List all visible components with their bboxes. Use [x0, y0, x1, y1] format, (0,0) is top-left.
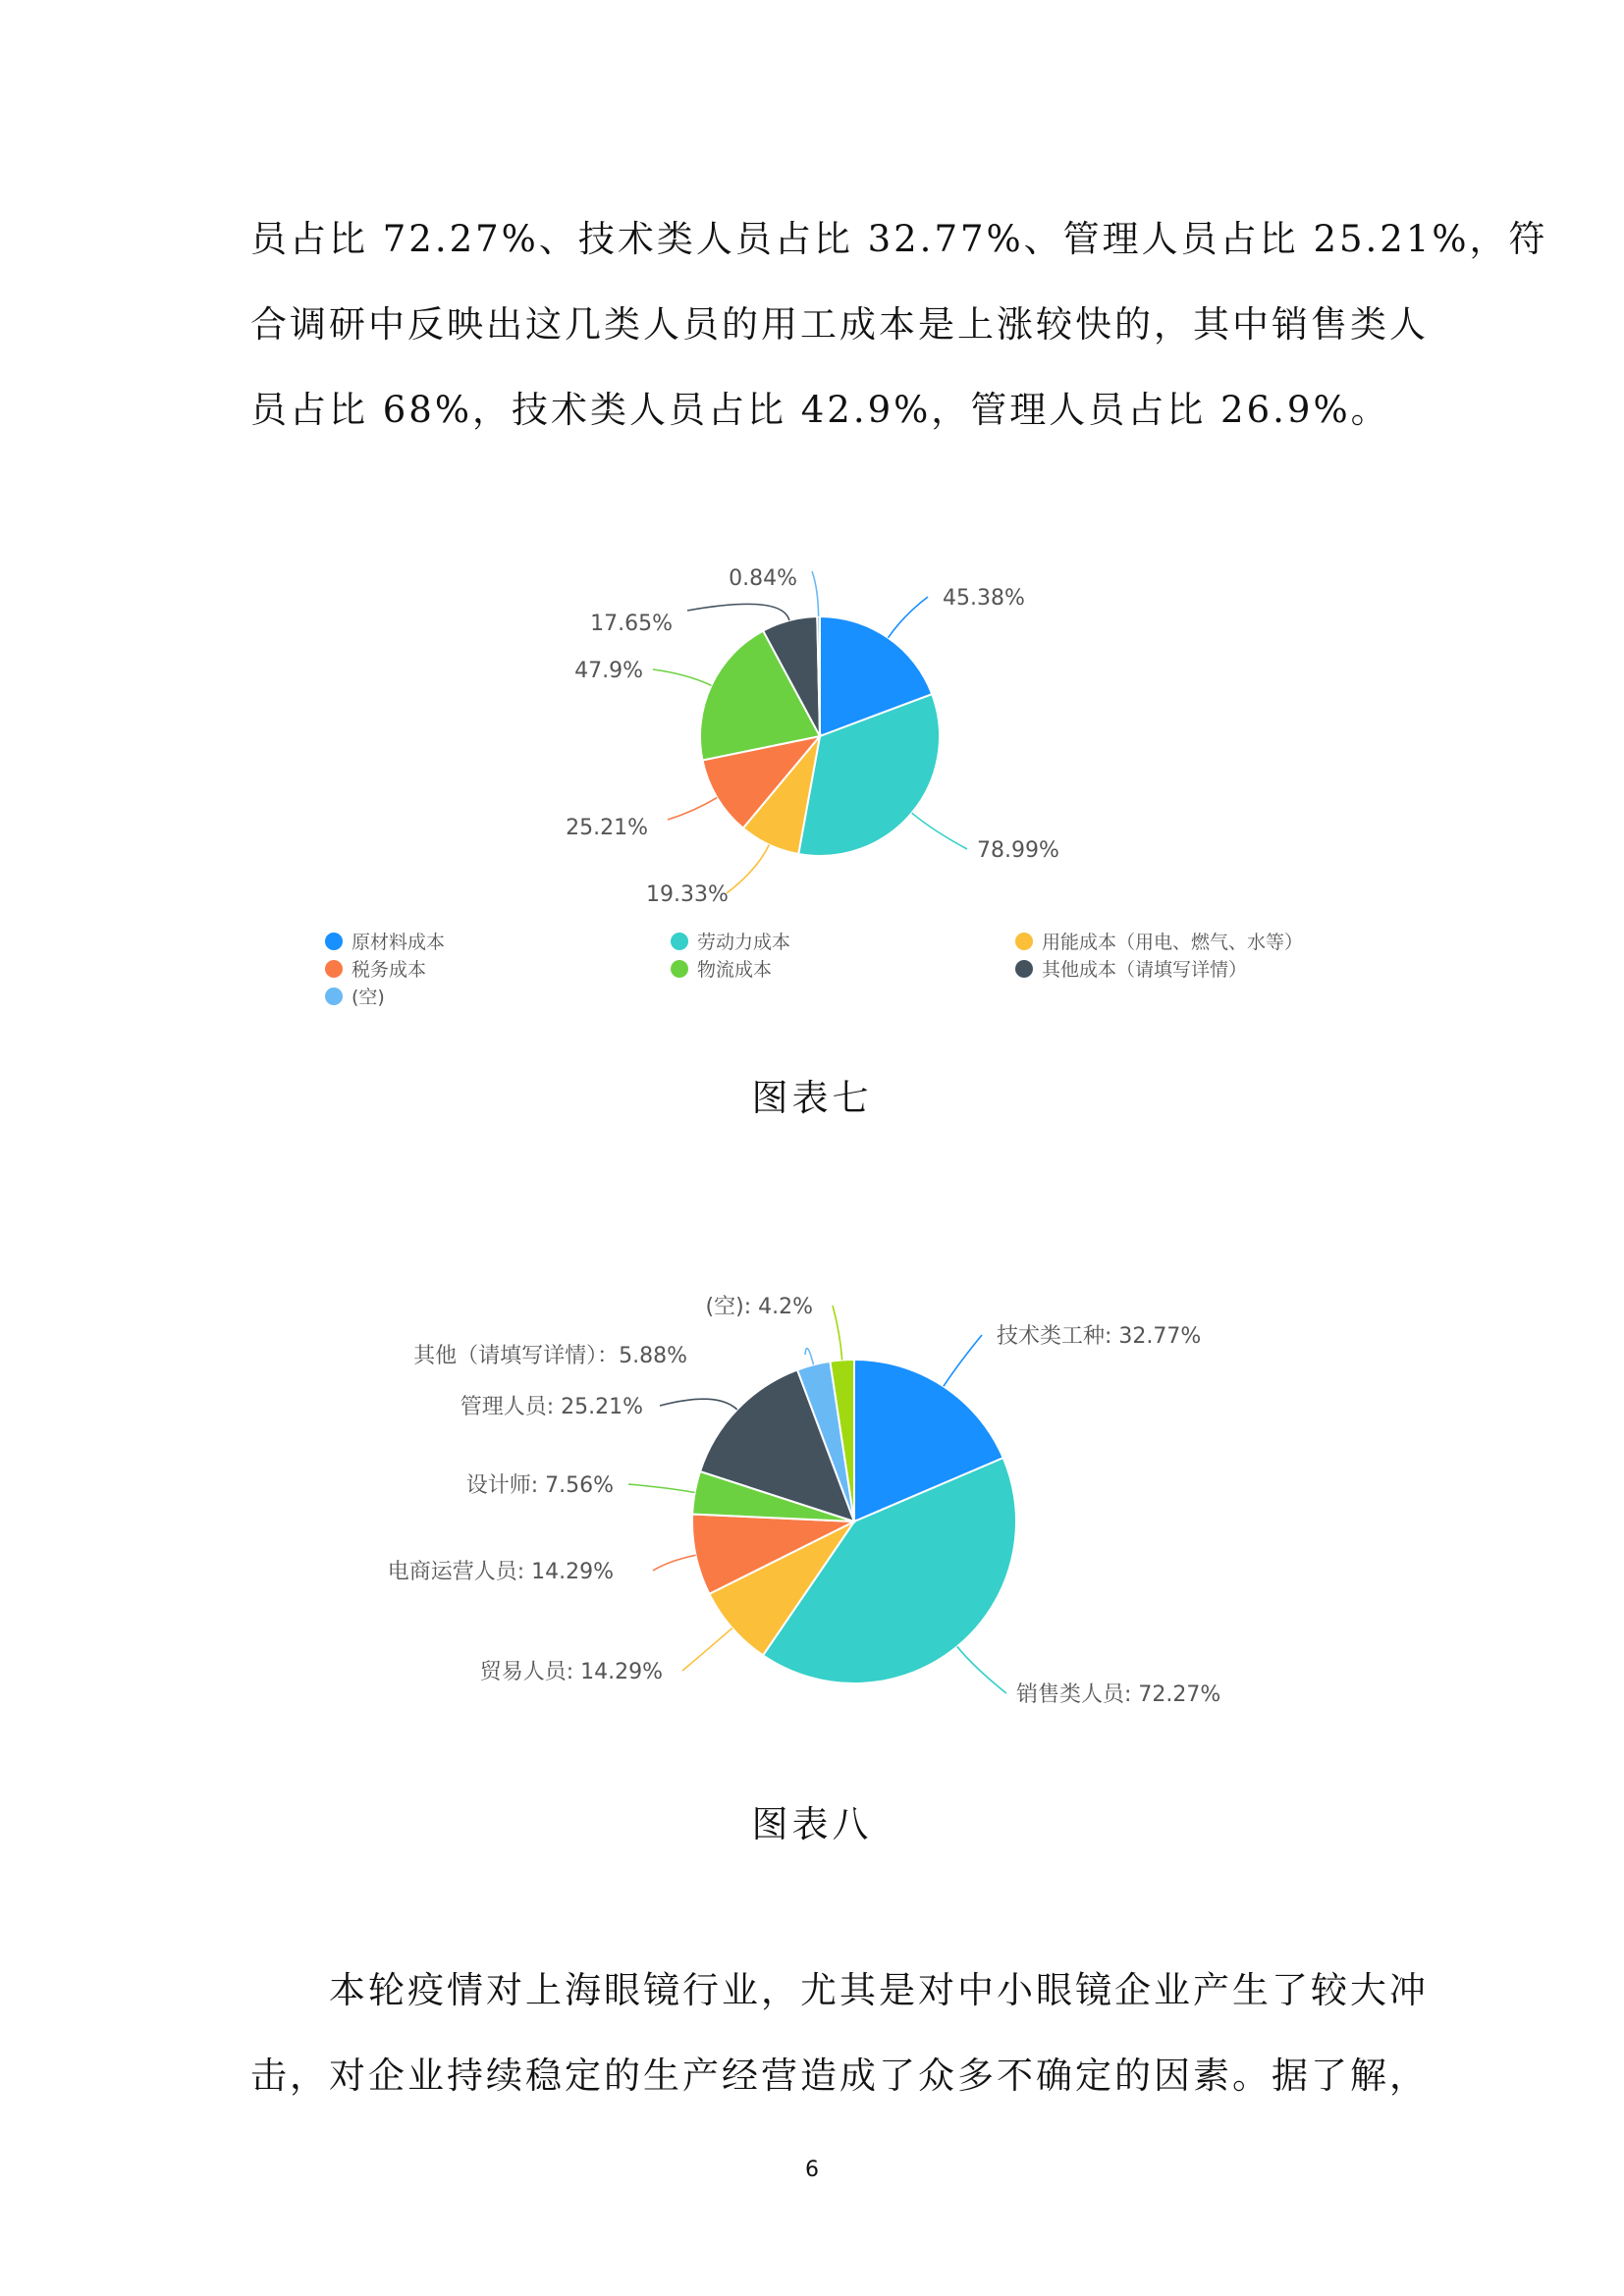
- chart8-slice-label: 电商运营人员: 14.29%: [387, 1560, 614, 1584]
- chart7-legend-marker: [325, 933, 343, 950]
- figure-caption-7: 图表七: [751, 1077, 873, 1119]
- text-line: 击，对企业持续稳定的生产经营造成了众多不确定的因素。据了解，: [250, 2055, 1429, 2097]
- chart8-leader-line: [944, 1335, 982, 1386]
- chart7-leader-line: [653, 669, 711, 685]
- chart7-slice-label: 0.84%: [729, 566, 797, 591]
- chart7-slice-label: 19.33%: [646, 882, 729, 907]
- chart7-slice-label: 78.99%: [977, 838, 1059, 863]
- pie-chart-8: [0, 1276, 1624, 1747]
- chart7-legend-marker: [1015, 960, 1033, 978]
- chart8-leader-line: [660, 1399, 737, 1410]
- chart7-legend-marker: [671, 933, 688, 950]
- chart8-leader-line: [805, 1349, 814, 1365]
- chart7-legend-marker: [1015, 933, 1033, 950]
- paragraph-top: [250, 196, 1548, 453]
- chart7-legend-label: 劳动力成本: [697, 932, 791, 953]
- chart7-legend-marker: [325, 960, 343, 978]
- chart7-slice-label: 47.9%: [574, 659, 643, 683]
- chart8-leader-line: [628, 1484, 695, 1493]
- paragraph-bottom: [250, 1948, 1429, 2118]
- chart7-leader-line: [812, 571, 819, 616]
- text-line: 本轮疫情对上海眼镜行业，尤其是对中小眼镜企业产生了较大冲: [250, 1969, 1429, 2011]
- chart7-legend-label: 物流成本: [697, 959, 773, 981]
- text-line: 合调研中反映出这几类人员的用工成本是上涨较快的，其中销售类人: [250, 303, 1429, 346]
- chart7-legend-label: 税务成本: [352, 959, 427, 981]
- chart7-leader-line: [687, 604, 789, 620]
- chart7-leader-line: [912, 813, 967, 849]
- chart8-leader-line: [957, 1646, 1006, 1693]
- chart8-leader-line: [682, 1629, 732, 1671]
- text-line: 员占比 72.27%、技术类人员占比 32.77%、管理人员占比 25.21%，符: [250, 218, 1548, 260]
- chart8-slice-label: 技术类工种: 32.77%: [997, 1324, 1202, 1349]
- chart7-leader-line: [727, 845, 769, 893]
- chart7-legend-label: (空): [352, 987, 385, 1008]
- chart8-leader-line: [653, 1555, 696, 1571]
- chart7-legend-label: 其他成本（请填写详情）: [1042, 959, 1248, 981]
- chart8-slice-label: 销售类人员: 72.27%: [1016, 1682, 1221, 1707]
- chart7-leader-line: [888, 597, 928, 638]
- pie-chart-7: [0, 550, 1624, 1021]
- chart8-slice-label: 管理人员: 25.21%: [460, 1395, 643, 1419]
- chart7-legend-marker: [325, 988, 343, 1005]
- chart8-slice-label: 其他（请填写详情）：5.88%: [413, 1344, 687, 1368]
- chart7-leader-line: [668, 798, 717, 820]
- figure-caption-8: 图表八: [751, 1803, 873, 1845]
- chart7-slice-label: 25.21%: [566, 816, 648, 840]
- chart8-leader-line: [833, 1306, 842, 1360]
- text-line: 员占比 68%，技术类人员占比 42.9%，管理人员占比 26.9%。: [250, 389, 1390, 431]
- chart7-legend-label: 原材料成本: [352, 932, 446, 953]
- chart7-slice-label: 17.65%: [590, 612, 673, 636]
- chart7-legend-marker: [671, 960, 688, 978]
- chart8-slice-label: 贸易人员: 14.29%: [479, 1660, 663, 1684]
- chart7-legend-label: 用能成本（用电、燃气、水等）: [1042, 932, 1304, 953]
- chart8-slice-label: (空): 4.2%: [705, 1295, 813, 1319]
- chart7-slice-label: 45.38%: [943, 586, 1025, 611]
- chart8-slice-label: 设计师: 7.56%: [465, 1473, 614, 1498]
- page-number: 6: [805, 2158, 819, 2182]
